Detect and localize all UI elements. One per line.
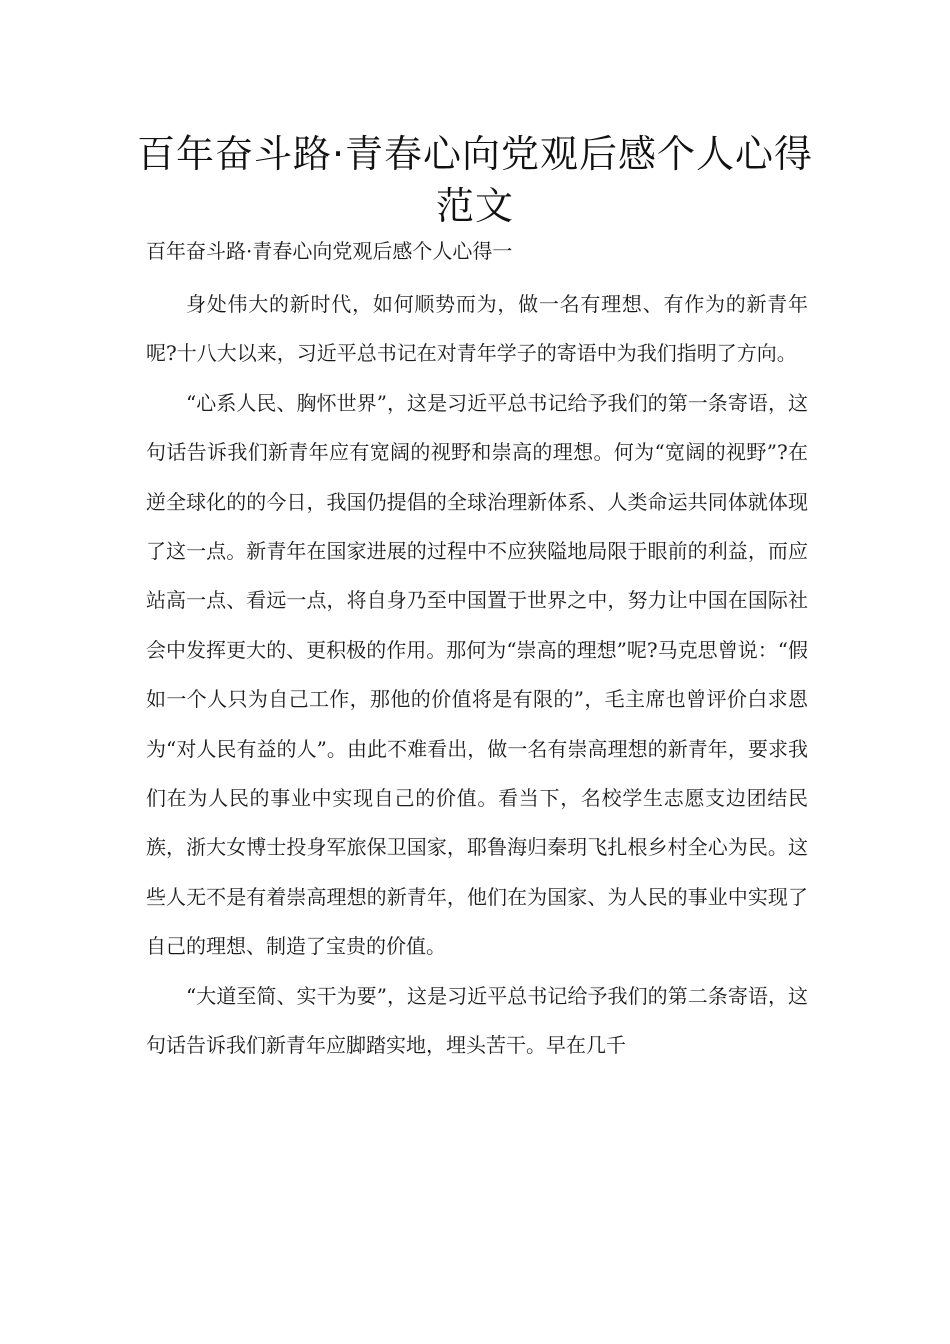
- document-body: [146, 280, 808, 1071]
- section-heading: 百年奋斗路·青春心向党观后感个人心得一: [146, 239, 513, 263]
- document-title: 百年奋斗路·青春心向党观后感个人心得范文: [136, 132, 814, 228]
- paragraph-3: “大道至简、实干为要”，这是习近平总书记给予我们的第二条寄语，这句话告诉我们新青年应脚踏实地，埋头苦干。早在几千: [146, 983, 808, 1058]
- paragraph-2: “心系人民、胸怀世界”，这是习近平总书记给予我们的第一条寄语，这句话告诉我们新青年应有宽阔的视野和崇高的理想。何为“宽阔的视野”?在逆全球化的的今日，我国仍提倡的全球治理新体系、人类命运共同体就体现了这一点。新青年在国家进展的过程中不应狭隘地局限于眼前的利益，而应站高一点、看远一点，将自身乃至中国置于世界之中，努力让中国在国际社会中发挥更大的、更积极的作用。那何为“崇高的理想”呢?马克思曾说：“假如一个人只为自己工作，那他的价值将是有限的”，毛主席也曾评价白求恩为“对人民有益的人”。由此不难看出，做一名有崇高理想的新青年，要求我们在为人民的事业中实现自己的价值。看当下，名校学生志愿支边团结民族，浙大女博士投身军旅保卫国家，耶鲁海归秦玥飞扎根乡村全心为民。这些人无不是有着崇高理想的新青年，他们在为国家、为人民的事业中实现了自己的理想、制造了宝贵的价值。: [146, 390, 808, 959]
- paragraph-1: 身处伟大的新时代，如何顺势而为，做一名有理想、有作为的新青年呢?十八大以来，习近平总书记在对青年学子的寄语中为我们指明了方向。: [146, 292, 808, 366]
